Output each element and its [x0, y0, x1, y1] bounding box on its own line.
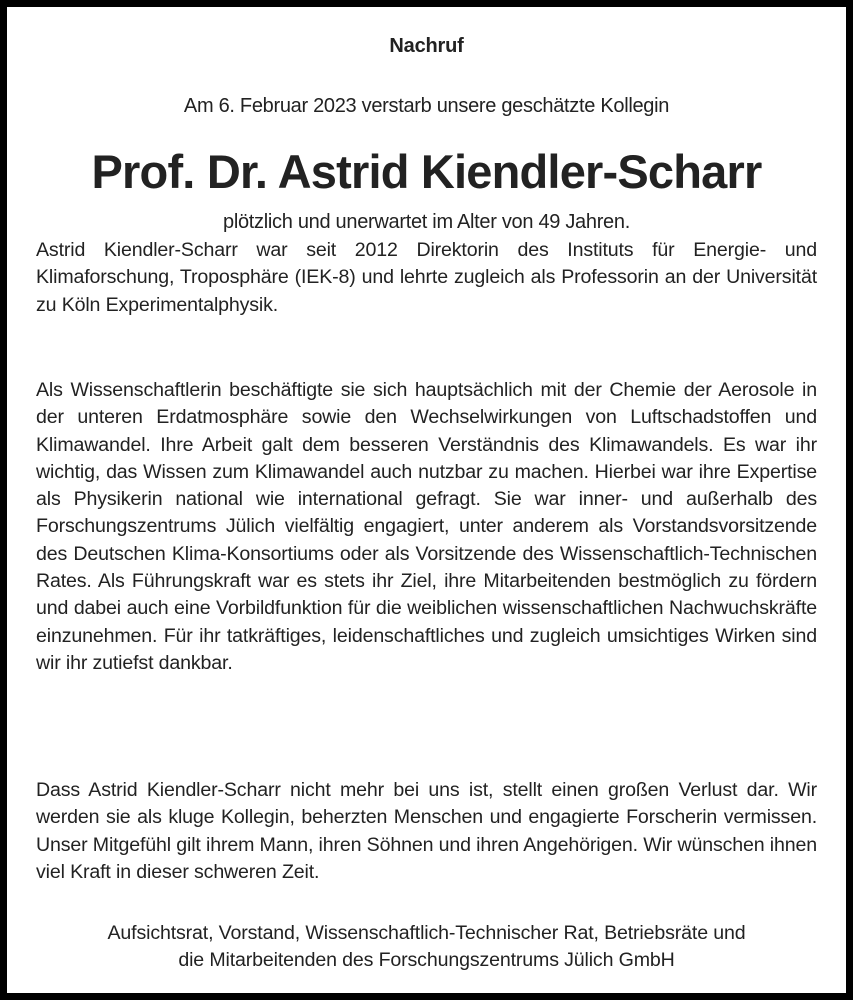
deceased-name: Prof. Dr. Astrid Kiendler-Scharr	[91, 145, 762, 198]
paragraph-research: Als Wissenschaftlerin beschäftigte sie sich hauptsächlich mit der Chemie der Aerosole in der unteren Erdatmosphäre sowie den Wechselwirkungen von Luftschadstoffen und Klimawandel. Ihre Arbeit galt dem besseren Verständnis des Klimawandels. Es war ihr wichtig, das Wissen zum Klimawandel auch nutzbar zu machen. Hierbei war ihre Expertise als Physikerin national wie international gefragt. Sie war inner- und außerhalb des Forschungszentrums Jülich vielfältig engagiert, unter anderem als Vorstandsvorsitzende des Deutschen Klima-Konsortiums oder als Vorsitzende des Wissenschaftlich-Technischen Rates. Als Führungskraft war es stets ihr Ziel, ihre Mitarbeitenden bestmöglich zu fördern und dabei auch eine Vorbildfunktion für die weiblichen wissenschaftlichen Nachwuchskräfte einzunehmen. Für ihr tatkräftiges, leidenschaftliches und zugleich umsichtiges Wirken sind wir ihr zutiefst dankbar.	[36, 379, 817, 674]
obituary-notice	[7, 7, 846, 993]
intro-line: Am 6. Februar 2023 verstarb unsere geschätzte Kollegin	[183, 95, 670, 117]
paragraph-career: Astrid Kiendler-Scharr war seit 2012 Direktorin des Instituts für Energie- und Klimaforschung, Troposphäre (IEK-8) und lehrte zugleich als Professorin an der Universität zu Köln Experimentalphysik.	[36, 239, 817, 316]
notice-heading: Nachruf	[389, 35, 464, 57]
signature-block	[7, 920, 846, 975]
paragraph-condolence: Dass Astrid Kiendler-Scharr nicht mehr bei uns ist, stellt einen großen Verlust dar. Wir werden sie als kluge Kollegin, beherzten Menschen und engagierte Forscherin vermissen. Unser Mitgefühl gilt ihrem Mann, ihren Söhnen und ihren Angehörigen. Wir wünschen ihnen viel Kraft in dieser schweren Zeit.	[36, 779, 817, 883]
signature-line-1: Aufsichtsrat, Vorstand, Wissenschaftlich-Technischer Rat, Betriebsräte und	[107, 922, 746, 944]
age-line: plötzlich und unerwartet im Alter von 49 Jahren.	[223, 211, 630, 233]
signature-line-2: die Mitarbeitenden des Forschungszentrums Jülich GmbH	[178, 949, 675, 972]
